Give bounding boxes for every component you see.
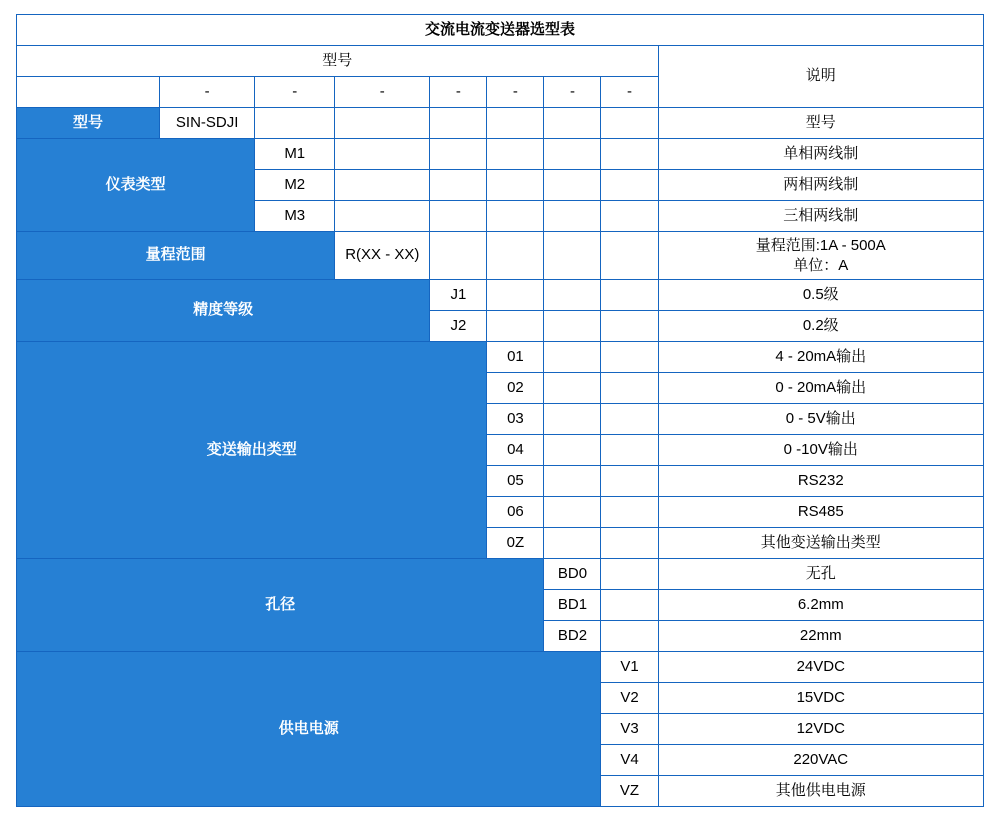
spacer-cell (601, 559, 658, 590)
table-row-header (17, 46, 984, 77)
page-title: 交流电流变送器选型表 (17, 15, 984, 46)
header-description: 说明 (658, 46, 983, 108)
output-desc-04: 0 -10V输出 (658, 435, 983, 466)
header-model-group: 型号 (17, 46, 659, 77)
spacer-cell (601, 201, 658, 232)
power-desc-v3: 12VDC (658, 714, 983, 745)
category-power-supply: 供电电源 (17, 652, 601, 807)
dash-cell-2: - (255, 77, 335, 108)
spacer-cell (544, 373, 601, 404)
aperture-code-bd1: BD1 (544, 590, 601, 621)
aperture-desc-bd0: 无孔 (658, 559, 983, 590)
spacer-cell (487, 108, 544, 139)
table-row-output-1 (17, 342, 984, 373)
output-desc-05: RS232 (658, 466, 983, 497)
meter-type-desc-m3: 三相两线制 (658, 201, 983, 232)
spacer-cell (430, 108, 487, 139)
meter-type-desc-m1: 单相两线制 (658, 139, 983, 170)
spacer-cell (601, 373, 658, 404)
dash-cell-4: - (430, 77, 487, 108)
aperture-code-bd2: BD2 (544, 621, 601, 652)
output-code-02: 02 (487, 373, 544, 404)
table-row-accuracy-1 (17, 280, 984, 311)
dash-cell-7: - (601, 77, 658, 108)
spacer-cell (487, 170, 544, 201)
spacer-cell (601, 232, 658, 280)
aperture-code-bd0: BD0 (544, 559, 601, 590)
selection-table (16, 14, 984, 807)
table-row-range (17, 232, 984, 280)
spacer-cell (335, 108, 430, 139)
power-code-v3: V3 (601, 714, 658, 745)
spacer-cell (430, 232, 487, 280)
power-desc-vz: 其他供电电源 (658, 776, 983, 807)
power-desc-v4: 220VAC (658, 745, 983, 776)
spacer-cell (430, 201, 487, 232)
spacer-cell (544, 435, 601, 466)
table-row-meter-type-1 (17, 139, 984, 170)
table-row-power-1 (17, 652, 984, 683)
spacer-cell (601, 590, 658, 621)
spacer-cell (430, 139, 487, 170)
spacer-cell (544, 139, 601, 170)
spacer-cell (601, 139, 658, 170)
accuracy-desc-j1: 0.5级 (658, 280, 983, 311)
spacer-cell (544, 528, 601, 559)
spacer-cell (544, 108, 601, 139)
spacer-cell (544, 466, 601, 497)
spacer-cell (544, 232, 601, 280)
spacer-cell (255, 108, 335, 139)
meter-type-code-m1: M1 (255, 139, 335, 170)
spacer-cell (601, 435, 658, 466)
power-code-v4: V4 (601, 745, 658, 776)
spacer-cell (544, 311, 601, 342)
table-row-aperture-1 (17, 559, 984, 590)
spacer-cell (335, 201, 430, 232)
output-desc-03: 0 - 5V输出 (658, 404, 983, 435)
output-code-01: 01 (487, 342, 544, 373)
output-desc-0z: 其他变送输出类型 (658, 528, 983, 559)
spacer-cell (544, 280, 601, 311)
meter-type-desc-m2: 两相两线制 (658, 170, 983, 201)
spacer-cell (601, 108, 658, 139)
output-desc-06: RS485 (658, 497, 983, 528)
spacer-cell (487, 201, 544, 232)
aperture-desc-bd2: 22mm (658, 621, 983, 652)
spacer-cell (601, 528, 658, 559)
spacer-cell (487, 232, 544, 280)
spacer-cell (544, 404, 601, 435)
category-meter-type: 仪表类型 (17, 139, 255, 232)
output-code-05: 05 (487, 466, 544, 497)
model-code: SIN-SDJI (160, 108, 255, 139)
category-accuracy: 精度等级 (17, 280, 430, 342)
range-description-line2: 单位：A (793, 256, 849, 274)
spacer-cell (544, 170, 601, 201)
meter-type-code-m2: M2 (255, 170, 335, 201)
spacer-cell (601, 342, 658, 373)
spacer-cell (601, 311, 658, 342)
dash-cell-6: - (544, 77, 601, 108)
output-desc-01: 4 - 20mA输出 (658, 342, 983, 373)
accuracy-desc-j2: 0.2级 (658, 311, 983, 342)
range-description-line1: 量程范围:1A - 500A (755, 237, 886, 254)
table-row-title (17, 15, 984, 46)
spacer-cell (601, 621, 658, 652)
output-code-06: 06 (487, 497, 544, 528)
output-code-0z: 0Z (487, 528, 544, 559)
spacer-cell (335, 170, 430, 201)
range-code: R(XX - XX) (335, 232, 430, 280)
spacer-cell (601, 466, 658, 497)
spacer-cell (601, 497, 658, 528)
power-desc-v2: 15VDC (658, 683, 983, 714)
power-code-v2: V2 (601, 683, 658, 714)
accuracy-code-j1: J1 (430, 280, 487, 311)
range-description (658, 232, 983, 280)
power-code-v1: V1 (601, 652, 658, 683)
model-description: 型号 (658, 108, 983, 139)
dash-cell-empty (17, 77, 160, 108)
spacer-cell (430, 170, 487, 201)
dash-cell-1: - (160, 77, 255, 108)
category-output-type: 变送输出类型 (17, 342, 487, 559)
spacer-cell (335, 139, 430, 170)
dash-cell-3: - (335, 77, 430, 108)
spacer-cell (487, 139, 544, 170)
spacer-cell (601, 280, 658, 311)
spacer-cell (544, 497, 601, 528)
dash-cell-5: - (487, 77, 544, 108)
spacer-cell (487, 311, 544, 342)
aperture-desc-bd1: 6.2mm (658, 590, 983, 621)
spacer-cell (487, 280, 544, 311)
output-code-04: 04 (487, 435, 544, 466)
output-desc-02: 0 - 20mA输出 (658, 373, 983, 404)
spacer-cell (544, 201, 601, 232)
power-code-vz: VZ (601, 776, 658, 807)
table-row-model (17, 108, 984, 139)
spacer-cell (601, 170, 658, 201)
category-range: 量程范围 (17, 232, 335, 280)
category-model: 型号 (17, 108, 160, 139)
accuracy-code-j2: J2 (430, 311, 487, 342)
output-code-03: 03 (487, 404, 544, 435)
category-aperture: 孔径 (17, 559, 544, 652)
power-desc-v1: 24VDC (658, 652, 983, 683)
spacer-cell (601, 404, 658, 435)
spacer-cell (544, 342, 601, 373)
meter-type-code-m3: M3 (255, 201, 335, 232)
